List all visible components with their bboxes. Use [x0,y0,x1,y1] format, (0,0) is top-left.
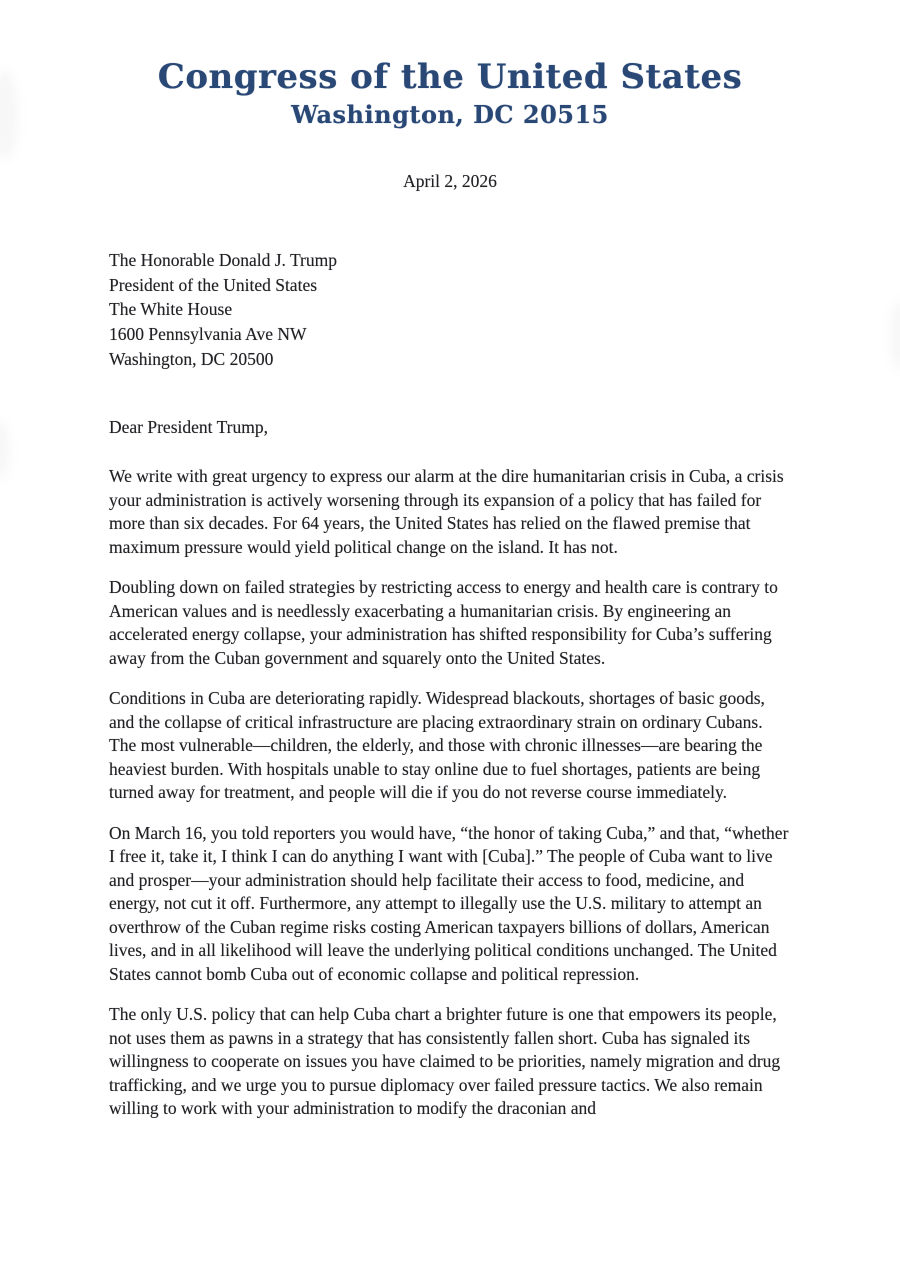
recipient-address-block [109,248,793,372]
letterhead [0,0,900,130]
paragraph-2: Doubling down on failed strategies by restricting access to energy and health care is contrary to American values and is needlessly exacerbating a humanitarian crisis. By engineering an accelerated energy collapse, your administration has shifted responsibility for Cuba’s suffering away from the Cuban government and squarely onto the United States. [109,577,778,668]
letter-body [109,248,793,1121]
scan-smudge [0,420,10,480]
recipient-org-line: The White House [109,299,233,320]
paragraph-3: Conditions in Cuba are deteriorating rapidly. Widespread blackouts, shortages of basic goods, and the collapse of critical infrastructure are placing extraordinary strain on ordinary Cubans. The most vulnerable—children, the elderly, and those with chronic illnesses—are bearing the heaviest burden. With hospitals unable to stay online due to fuel shortages, patients are being turned away for treatment, and people will die if you do not reverse course immediately. [109,688,765,803]
paragraph-4: On March 16, you told reporters you would have, “the honor of taking Cuba,” and that, “whether I free it, take it, I think I can do anything I want with [Cuba].” The people of Cuba want to live and prosper—your administration should help facilitate their access to food, medicine, and energy, not cut it off. Furthermore, any attempt to illegally use the U.S. military to attempt an overthrow of the Cuban regime risks costing American taxpayers billions of dollars, American lives, and in all likelihood will leave the underlying political conditions unchanged. The United States cannot bomb Cuba out of economic collapse and political repression. [109,822,789,984]
letterhead-title: Congress of the United States [157,57,743,97]
recipient-title-line: President of the United States [109,274,318,295]
letterhead-address: Washington, DC 20515 [291,100,609,129]
recipient-name-line: The Honorable Donald J. Trump [109,250,337,270]
letter-date: April 2, 2026 [403,171,497,191]
recipient-city-line: Washington, DC 20500 [109,348,274,369]
salutation: Dear President Trump, [109,416,268,437]
scan-smudge [890,300,900,370]
paragraph-5: The only U.S. policy that can help Cuba chart a brighter future is one that empowers its people, not uses them as pawns in a strategy that has consistently fallen short. Cuba has signaled its willingness to cooperate on issues you have claimed to be priorities, namely migration and drug trafficking, and we urge you to pursue diplomacy over failed pressure tactics. We also remain willing to work with your administration to modify the draconian and [109,1004,781,1119]
paragraph-1: We write with great urgency to express our alarm at the dire humanitarian crisis in Cuba, a crisis your administration is actively worsening through its expansion of a policy that has failed for more than six decades. For 64 years, the United States has relied on the flawed premise that maximum pressure would yield political change on the island. It has not. [109,466,784,557]
recipient-street-line: 1600 Pennsylvania Ave NW [109,324,307,345]
